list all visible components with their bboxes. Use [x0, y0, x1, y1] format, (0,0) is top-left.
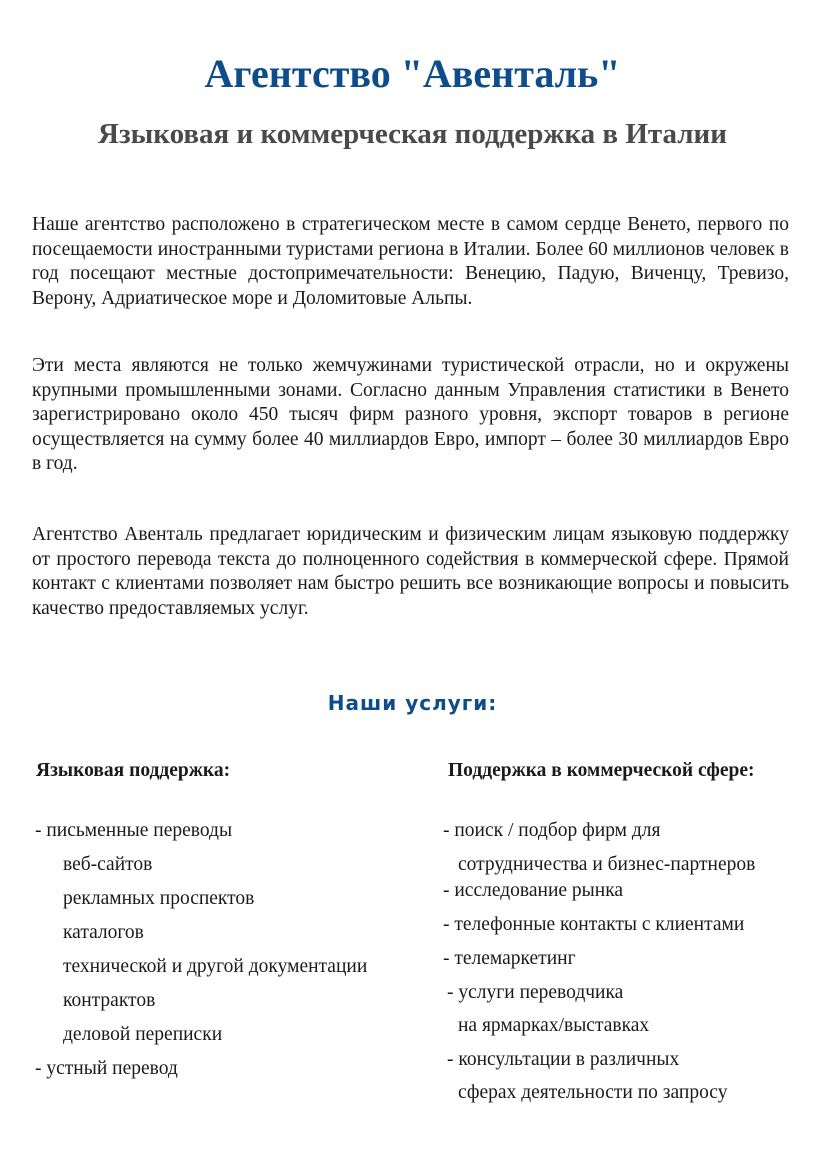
page-title: Агентство "Авенталь" — [204, 51, 621, 96]
list-item: каталогов — [63, 922, 144, 943]
list-item: - письменные переводы — [35, 820, 233, 841]
list-item: рекламных проспектов — [63, 888, 255, 909]
list-item: технической и другой документации — [63, 956, 368, 977]
intro-paragraph-3: Агентство Авенталь предлагает юридическим и физическим лицам языковую поддержку от простого перевода текста до полноценного содействия в коммерческой сфере. Прямой контакт с клиентами позволяет нам быстро решить все возникающие вопросы и повысить качество предоставляемых услуг. — [32, 524, 789, 619]
intro-paragraph-1: Наше агентство расположено в стратегическом месте в самом сердце Венето, первого по посещаемости иностранными туристами региона в Италии. Более 60 миллионов человек в год посещают местные достопримечательности: Венецию, Падую, Виченцу, Тревизо, Верону, Адриатическое море и Доломитовые Альпы. — [32, 214, 789, 309]
list-item: контрактов — [63, 990, 156, 1011]
page-subtitle: Языковая и коммерческая поддержка в Италии — [98, 118, 727, 150]
intro-paragraph-2: Эти места являются не только жемчужинами туристической отрасли, но и окружены крупными промышленными зонами. Согласно данным Управления статистики в Венето зарегистрировано около 450 тысяч фирм разного уровня, экспорт товаров в регионе осуществляется на сумму более 40 миллиардов Евро, импорт – более 30 миллиардов Евро в год. — [32, 355, 789, 474]
list-item: - поиск / подбор фирм для — [443, 820, 661, 841]
list-item: деловой переписки — [63, 1024, 223, 1045]
language-support-heading: Языковая поддержка: — [36, 760, 231, 781]
list-item: сферах деятельности по запросу — [458, 1082, 728, 1103]
list-item: - услуги переводчика — [447, 982, 624, 1003]
services-heading: Наши услуги: — [327, 691, 498, 715]
list-item: веб-сайтов — [63, 854, 153, 875]
commercial-support-heading: Поддержка в коммерческой сфере: — [448, 760, 755, 781]
list-item: - телефонные контакты с клиентами — [443, 914, 745, 935]
list-item: - устный перевод — [35, 1058, 178, 1079]
list-item: сотрудничества и бизнес-партнеров — [458, 854, 756, 875]
list-item: - исследование рынка — [443, 880, 624, 901]
list-item: на ярмарках/выставках — [458, 1015, 650, 1036]
list-item: - телемаркетинг — [443, 948, 576, 969]
list-item: - консультации в различных — [447, 1049, 680, 1070]
